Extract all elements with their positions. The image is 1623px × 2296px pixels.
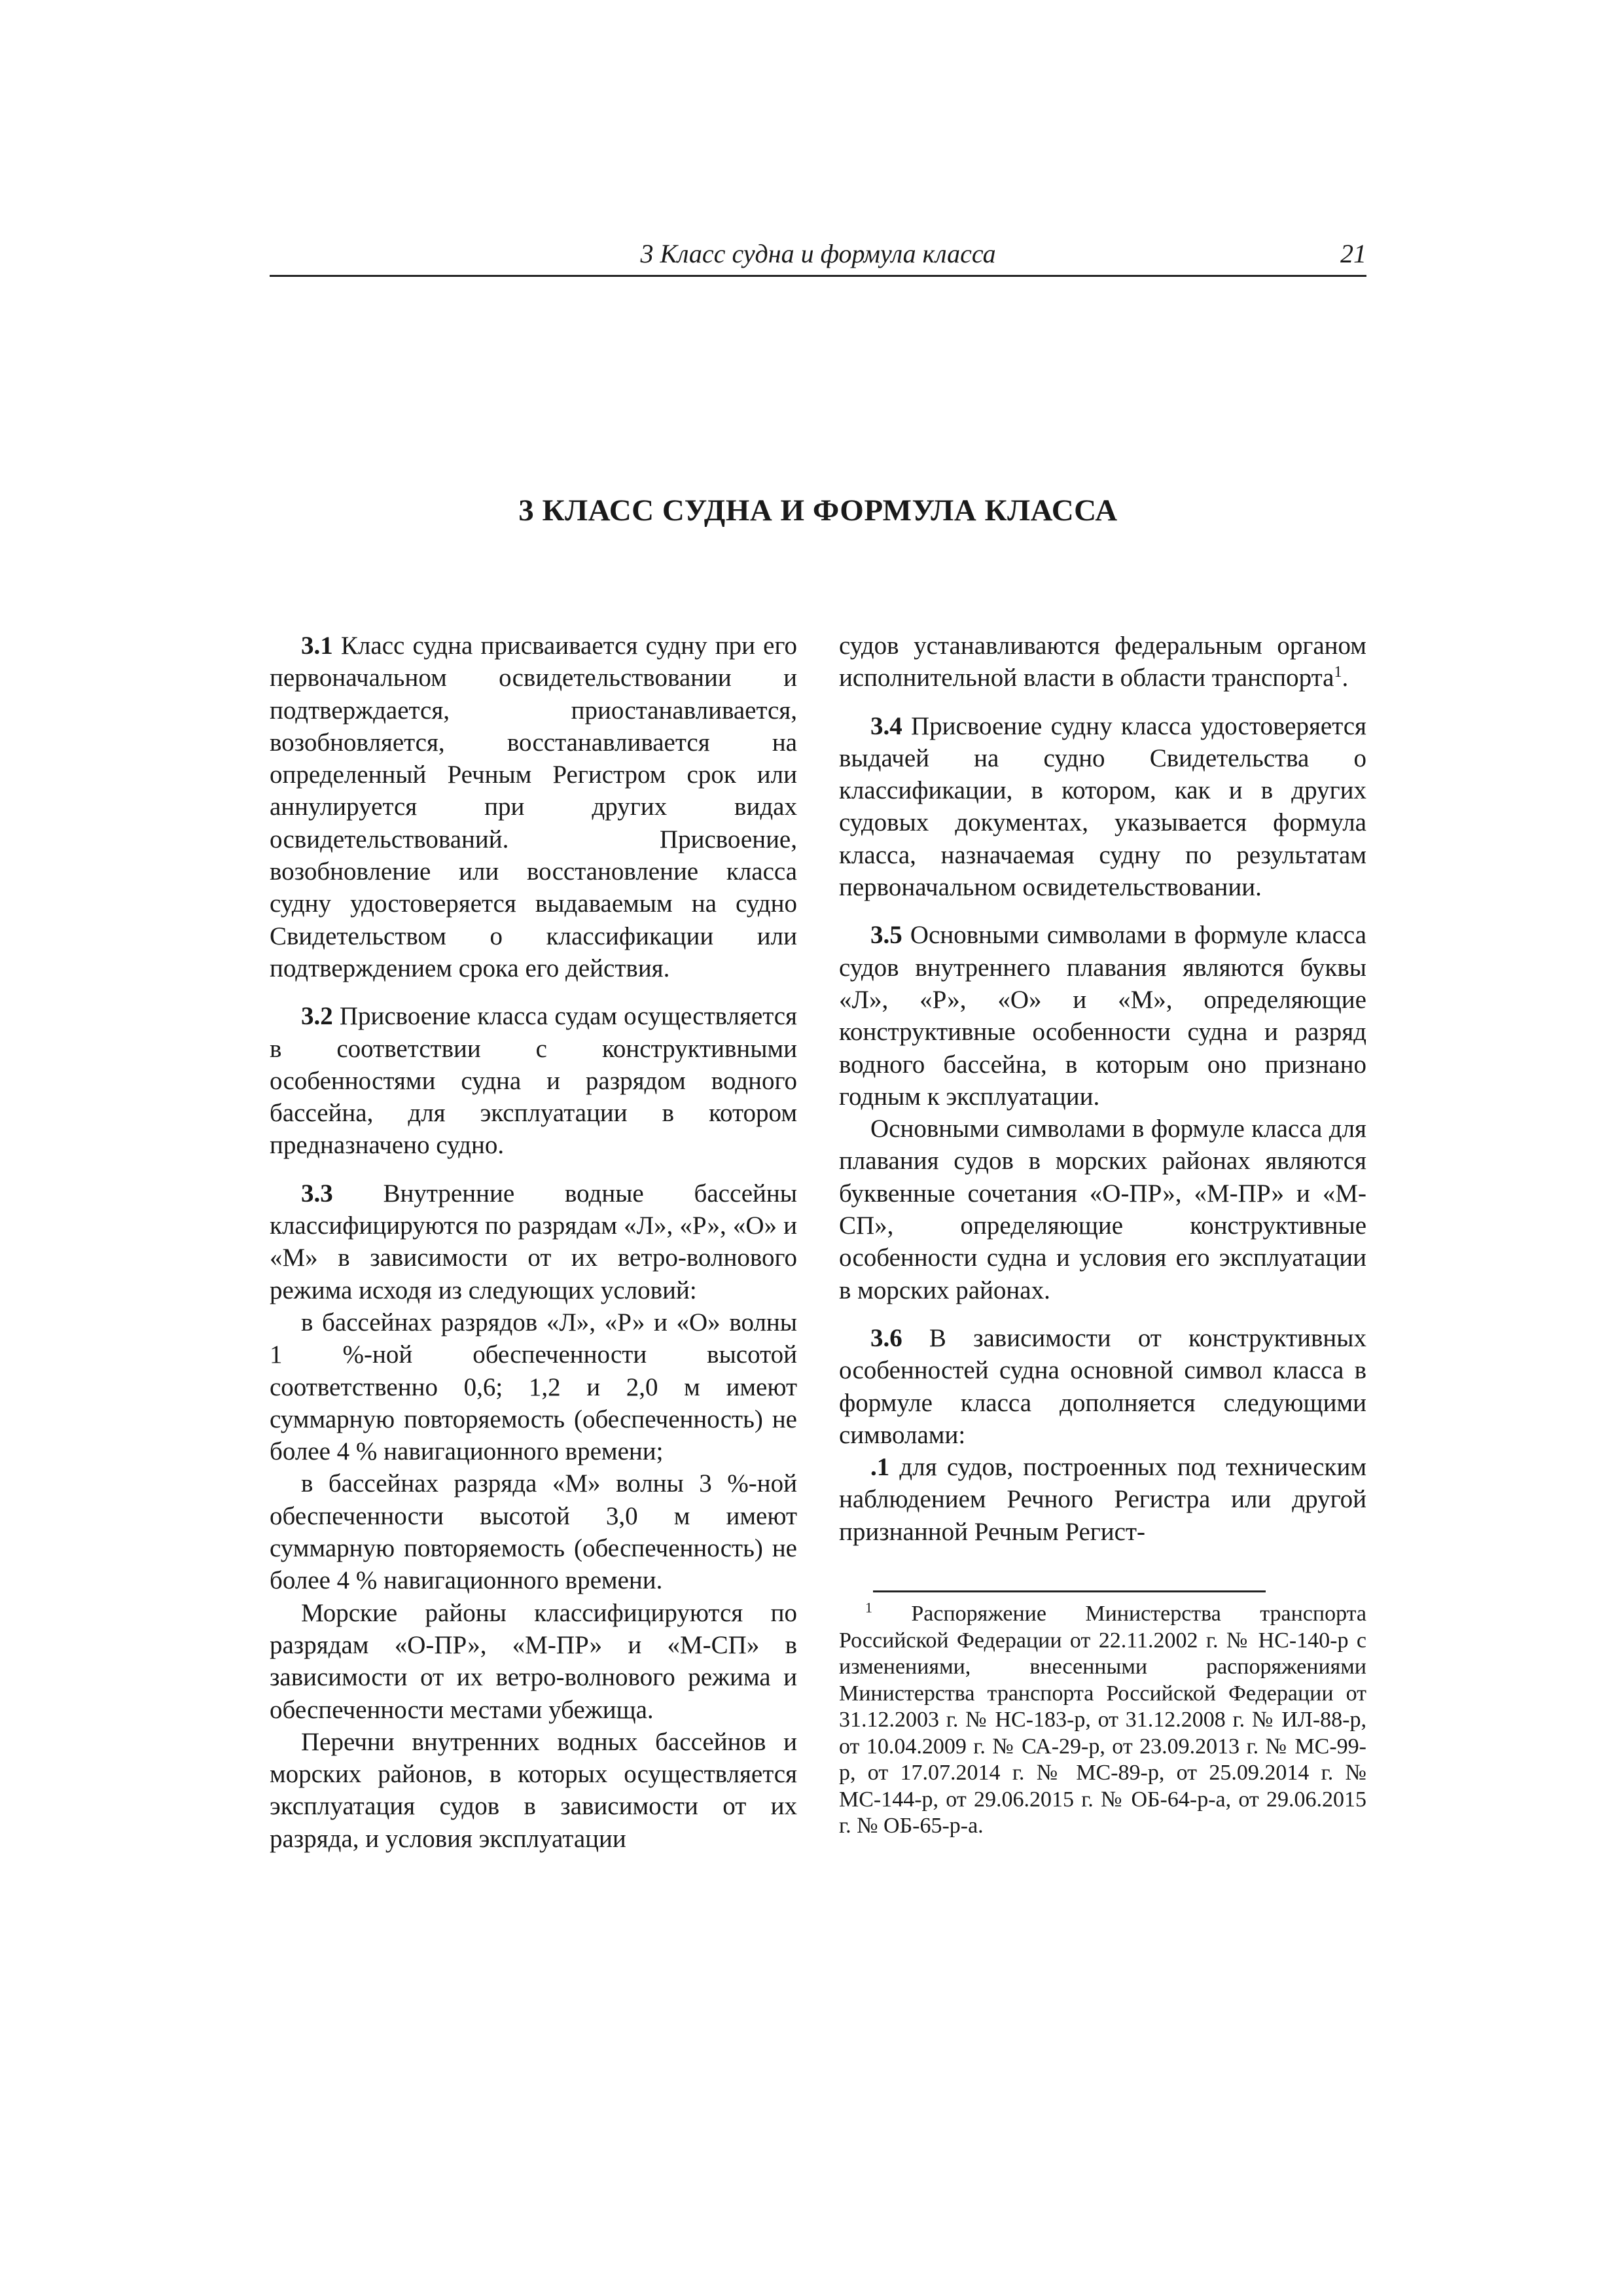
paragraph-text: судов устанавливаются федеральным органом исполнительной власти в области транспорта bbox=[839, 632, 1366, 692]
section-number: 3.5 bbox=[870, 921, 902, 950]
paragraph-text: Основными символами в формуле класса судов внутреннего плавания являются буквы «Л», «Р», «О» и «М», определяющие конструктивные особенности судна и разряд водного бассейна, в которым оно признано годным к эксплуатации. bbox=[839, 921, 1366, 1111]
paragraph-3-6 bbox=[839, 1322, 1366, 1451]
paragraph-text: Присвоение класса судам осуществляется в соответствии с конструктивными особенностями судна и разрядом водного бассейна, для эксплуатации в котором предназначено судно. bbox=[270, 1002, 797, 1160]
paragraph-3-6-1 bbox=[839, 1451, 1366, 1548]
paragraph-text: Внутренние водные бассейны классифицируются по разрядам «Л», «Р», «О» и «М» в зависимости от их ветро-волнового режима исходя из следующих условий: bbox=[270, 1179, 797, 1304]
footnote bbox=[839, 1601, 1366, 1840]
section-number: 3.1 bbox=[301, 632, 333, 660]
paragraph-3-3-b: в бассейнах разряда «М» волны 3 %-ной обеспеченности высотой 3,0 м имеют суммарную повторяемость (обеспеченность) не более 4 % навигационного времени. bbox=[270, 1469, 797, 1595]
footnote-divider bbox=[873, 1590, 1266, 1592]
item-number: .1 bbox=[870, 1453, 890, 1482]
left-column bbox=[270, 630, 797, 1855]
footnote-marker: 1 bbox=[865, 1599, 872, 1616]
section-number: 3.3 bbox=[301, 1179, 333, 1208]
paragraph-3-3-d: Перечни внутренних водных бассейнов и морских районов, в которых осуществляется эксплуатация судов в зависимости от их разряда, и условия эксплуатации bbox=[270, 1727, 797, 1853]
chapter-title: 3 КЛАСС СУДНА И ФОРМУЛА КЛАССА bbox=[518, 493, 1118, 528]
paragraph-3-3-a: в бассейнах разрядов «Л», «Р» и «О» волны 1 %-ной обеспеченности высотой соответственно 0,6; 1,2 и 2,0 м имеют суммарную повторяемость (обеспеченность) не более 4 % навигационного времени; bbox=[270, 1308, 797, 1466]
paragraph-3-2 bbox=[270, 1000, 797, 1161]
paragraph-3-3-c: Морские районы классифицируются по разрядам «О-ПР», «М-ПР» и «М-СП» в зависимости от их ветро-волнового режима и обеспеченности местами убежища. bbox=[270, 1598, 797, 1724]
running-title: 3 Класс судна и формула класса bbox=[640, 239, 996, 268]
paragraph-3-5-b: Основными символами в формуле класса для плавания судов в морских районах являются буквенные сочетания «О-ПР», «М-ПР» и «М-СП», определяющие конструктивные особенности судна и условия его эксплуатации в морских районах. bbox=[839, 1115, 1366, 1304]
paragraph-text: Класс судна присваивается судну при его первоначальном освидетельствовании и подтверждается, приостанавливается, возобновляется, восстанавливается на определенный Речным Регистром срок или аннулируется при других видах освидетельствований. Присвоение, возобновление или восстановление класса судну удостоверяется выдаваемым на судно Свидетельством о классификации или подтверждением срока его действия. bbox=[270, 632, 797, 982]
paragraph-3-3 bbox=[270, 1177, 797, 1306]
page-number: 21 bbox=[1340, 239, 1366, 268]
paragraph-3-4 bbox=[839, 710, 1366, 904]
section-number: 3.4 bbox=[870, 711, 902, 740]
paragraph-3-5 bbox=[839, 919, 1366, 1113]
section-number: 3.2 bbox=[301, 1002, 333, 1031]
paragraph-text: Присвоение судну класса удостоверяется выдачей на судно Свидетельства о классификации, в котором, как и в других судовых документах, указывается формула класса, назначаемая судну по результатам первоначальном освидетельствовании. bbox=[839, 711, 1366, 902]
paragraph-text: для судов, построенных под техническим наблюдением Речного Регистра или другой признанной Речным Регист- bbox=[839, 1453, 1366, 1546]
running-header bbox=[270, 236, 1366, 277]
footnote-reference[interactable]: 1 bbox=[1334, 664, 1342, 681]
paragraph-text: В зависимости от конструктивных особенностей судна основной символ класса в формуле класса дополняется следующими символами: bbox=[839, 1323, 1366, 1449]
footnote-text: Распоряжение Министерства транспорта Российской Федерации от 22.11.2002 г. № НС-140-р с изменениями, внесенными распоряжениями Министерства транспорта Российской Федерации от 31.12.2003 г. № НС-183-р, от 31.12.2008 г. № ИЛ-88-р, от 10.04.2009 г. № СА-29-р, от 23.09.2013 г. № МС-99-р, от 17.07.2014 г. № МС-89-р, от 25.09.2014 г. № МС-144-р, от 29.06.2015 г. № ОБ-64-р-а, от 29.06.2015 г. № ОБ-65-р-а. bbox=[839, 1602, 1366, 1838]
section-number: 3.6 bbox=[870, 1323, 902, 1352]
paragraph-3-3-continued bbox=[839, 630, 1366, 694]
paragraph-end: . bbox=[1342, 664, 1349, 692]
paragraph-3-1 bbox=[270, 630, 797, 984]
right-column bbox=[839, 630, 1366, 1548]
